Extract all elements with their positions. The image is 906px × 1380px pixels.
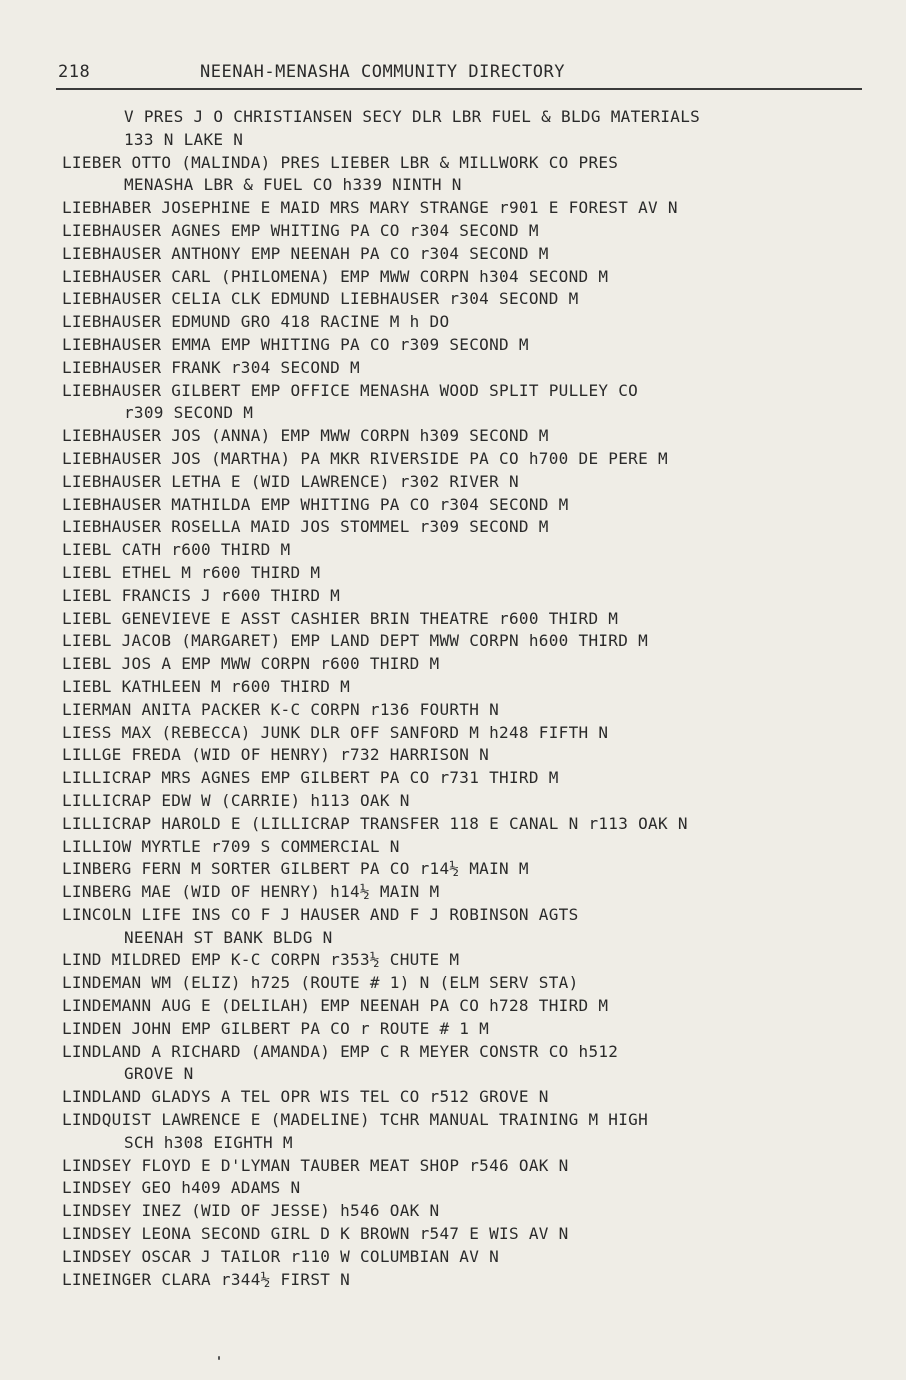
paper-speck [218,1356,220,1360]
directory-entry: LIEBL KATHLEEN M r600 THIRD M [62,676,351,696]
directory-entry: LIESS MAX (REBECCA) JUNK DLR OFF SANFORD M h248 FIFTH N [62,722,609,742]
directory-entry: LIEBHAUSER EDMUND GRO 418 RACINE M h DO [62,312,450,332]
directory-entry: LIEBHAUSER EMMA EMP WHITING PA CO r309 SECOND M [62,334,529,354]
directory-entry: LIEBL ETHEL M r600 THIRD M [62,562,321,582]
directory-entry: LIEBHAUSER ANTHONY EMP NEENAH PA CO r304 SECOND M [62,243,549,263]
directory-entries [62,106,862,1291]
directory-entry: LIEBHAUSER AGNES EMP WHITING PA CO r304 SECOND M [62,220,539,240]
directory-entry: LIEBHABER JOSEPHINE E MAID MRS MARY STRANGE r901 E FOREST AV N [62,198,678,218]
directory-entry: LIEBHAUSER LETHA E (WID LAWRENCE) r302 RIVER N [62,471,519,491]
directory-entry: LINDQUIST LAWRENCE E (MADELINE) TCHR MANUAL TRAINING M HIGH [62,1110,649,1130]
directory-entry: LINDSEY OSCAR J TAILOR r110 W COLUMBIAN AV N [62,1246,500,1266]
directory-entry: LINEINGER CLARA r344½ FIRST N [62,1269,351,1289]
directory-entry: LINDSEY LEONA SECOND GIRL D K BROWN r547 E WIS AV N [62,1224,569,1244]
directory-entry: LINBERG FERN M SORTER GILBERT PA CO r14½ MAIN M [62,859,529,879]
page-number: 218 [58,62,91,82]
running-title: NEENAH-MENASHA COMMUNITY DIRECTORY [200,62,565,82]
directory-entry: LINDLAND A RICHARD (AMANDA) EMP C R MEYER CONSTR CO h512 [62,1041,619,1061]
directory-entry-continuation: r309 SECOND M [124,403,254,423]
directory-entry: LIEBL JOS A EMP MWW CORPN r600 THIRD M [62,654,440,674]
directory-entry: LIEBL CATH r600 THIRD M [62,540,291,560]
directory-entry: LINDSEY INEZ (WID OF JESSE) h546 OAK N [62,1201,440,1221]
directory-entry: LINCOLN LIFE INS CO F J HAUSER AND F J ROBINSON AGTS [62,904,579,924]
directory-entry: LINDEMAN WM (ELIZ) h725 (ROUTE # 1) N (ELM SERV STA) [62,973,579,993]
directory-entry: LIND MILDRED EMP K-C CORPN r353½ CHUTE M [62,950,460,970]
directory-entry: LINDSEY GEO h409 ADAMS N [62,1178,301,1198]
directory-entry-continuation: 133 N LAKE N [124,129,244,149]
directory-entry-continuation: V PRES J O CHRISTIANSEN SECY DLR LBR FUEL & BLDG MATERIALS [124,107,701,126]
directory-entry: LIEBHAUSER GILBERT EMP OFFICE MENASHA WOOD SPLIT PULLEY CO [62,380,639,400]
directory-entry: LIEBHAUSER JOS (ANNA) EMP MWW CORPN h309 SECOND M [62,426,549,446]
directory-entry: LIEBHAUSER MATHILDA EMP WHITING PA CO r304 SECOND M [62,494,569,514]
directory-entry: LIEBL GENEVIEVE E ASST CASHIER BRIN THEATRE r600 THIRD M [62,608,619,628]
directory-entry-continuation: SCH h308 EIGHTH M [124,1132,293,1152]
directory-entry: LIEBER OTTO (MALINDA) PRES LIEBER LBR & MILLWORK CO PRES [62,152,619,172]
directory-entry: LILLICRAP EDW W (CARRIE) h113 OAK N [62,790,410,810]
directory-entry-continuation: MENASHA LBR & FUEL CO h339 NINTH N [124,175,462,195]
directory-entry-continuation: NEENAH ST BANK BLDG N [124,927,333,947]
directory-entry: LIEBL JACOB (MARGARET) EMP LAND DEPT MWW CORPN h600 THIRD M [62,631,649,651]
directory-entry: LIEBHAUSER ROSELLA MAID JOS STOMMEL r309 SECOND M [62,517,549,537]
directory-entry: LINDEN JOHN EMP GILBERT PA CO r ROUTE # 1 M [62,1018,490,1038]
directory-entry: LIEBHAUSER CELIA CLK EDMUND LIEBHAUSER r304 SECOND M [62,289,579,309]
directory-entry: LIEBHAUSER JOS (MARTHA) PA MKR RIVERSIDE PA CO h700 DE PERE M [62,448,668,468]
directory-entry: LIEBHAUSER CARL (PHILOMENA) EMP MWW CORPN h304 SECOND M [62,266,609,286]
directory-entry: LILLICRAP MRS AGNES EMP GILBERT PA CO r731 THIRD M [62,768,559,788]
page-header [58,60,858,88]
directory-entry: LILLIOW MYRTLE r709 S COMMERCIAL N [62,836,400,856]
directory-entry: LINBERG MAE (WID OF HENRY) h14½ MAIN M [62,882,440,902]
directory-entry: LINDEMANN AUG E (DELILAH) EMP NEENAH PA CO h728 THIRD M [62,996,609,1016]
directory-entry-continuation: GROVE N [124,1064,194,1084]
directory-entry: LIEBL FRANCIS J r600 THIRD M [62,585,341,605]
directory-entry: LIERMAN ANITA PACKER K-C CORPN r136 FOURTH N [62,699,500,719]
directory-entry: LIEBHAUSER FRANK r304 SECOND M [62,357,360,377]
header-rule [56,88,862,90]
directory-entry: LILLGE FREDA (WID OF HENRY) r732 HARRISON N [62,745,490,765]
directory-entry: LINDLAND GLADYS A TEL OPR WIS TEL CO r512 GROVE N [62,1087,549,1107]
directory-entry: LILLICRAP HAROLD E (LILLICRAP TRANSFER 118 E CANAL N r113 OAK N [62,813,688,833]
directory-entry: LINDSEY FLOYD E D'LYMAN TAUBER MEAT SHOP r546 OAK N [62,1155,569,1175]
